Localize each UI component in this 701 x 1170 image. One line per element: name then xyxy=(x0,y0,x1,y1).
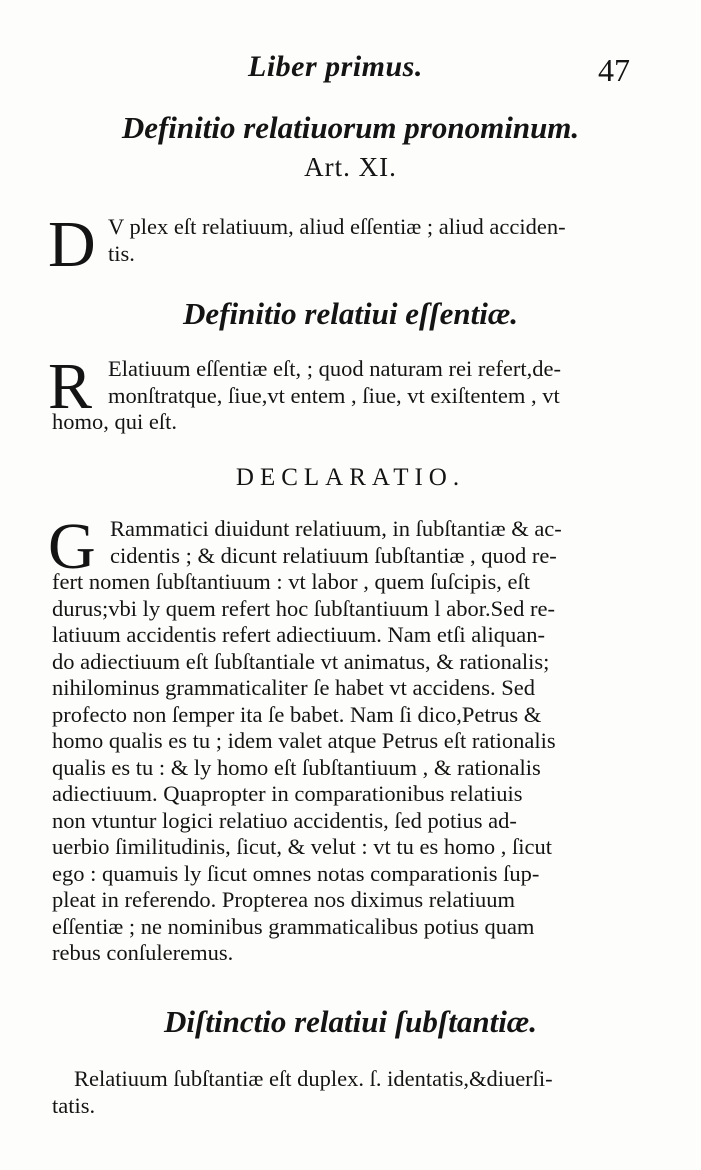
text-line: tatis. xyxy=(52,1092,96,1118)
text-line: fert nomen ſubſtantiuum : vt labor , quem ſuſcipis, eſt xyxy=(52,569,531,594)
section-title-definitio-relatiuorum: Definitio relatiuorum pronominum. xyxy=(121,110,580,145)
paragraph-1 xyxy=(48,208,652,281)
text-line: Relatiuum ſubſtantiæ eſt duplex. ſ. identatis,&diuerſi- xyxy=(74,1066,553,1091)
text-line: do adiectiuum eſt ſubſtantiale vt animatus, & rationalis; xyxy=(52,648,550,674)
text-line: non vtuntur logici relatiuo accidentis, ſed potius ad- xyxy=(52,807,517,833)
paragraph-declaratio xyxy=(48,510,652,967)
text-line: tis. xyxy=(108,240,135,266)
paragraph-distinctio xyxy=(52,1066,652,1119)
text-line: homo qualis es tu ; idem valet atque Petrus eſt rationalis xyxy=(52,728,556,753)
page-number: 47 xyxy=(598,52,630,88)
section-title-distinctio-relatiui: Diſtinctio relatiui ſubſtantiæ. xyxy=(164,1004,537,1039)
declaratio-heading: DECLARATIO. xyxy=(235,464,466,491)
text-line: qualis es tu : & ly homo eſt ſubſtantiuum , & rationalis xyxy=(52,754,541,780)
text-line: profecto non ſemper ita ſe babet. Nam ſi dico,Petrus & xyxy=(52,701,542,727)
text-line: latiuum accidentis refert adiectiuum. Nam etſi aliquan- xyxy=(52,622,545,647)
text-line: monſtratque, ſiue,vt entem , ſiue, vt exiſtentem , vt xyxy=(108,382,560,408)
text-line: V plex eſt relatiuum, aliud eſſentiæ ; aliud acciden- xyxy=(108,214,566,239)
section-title-definitio-relatiui-essentiae: Definitio relatiui eſſentiæ. xyxy=(183,296,518,331)
text-line: Rammatici diuidunt relatiuum, in ſubſtantiæ & ac- xyxy=(110,516,562,541)
text-line: Elatiuum eſſentiæ eſt, ; quod naturam rei refert,de- xyxy=(108,356,561,381)
text-line: eſſentiæ ; ne nominibus grammaticalibus potius quam xyxy=(52,913,535,939)
text-line: rebus conſuleremus. xyxy=(52,940,234,965)
text-line: ego : quamuis ly ſicut omnes notas comparationis ſup- xyxy=(52,860,540,886)
running-head xyxy=(0,50,701,90)
text-line: durus;vbi ly quem refert hoc ſubſtantiuum l abor.Sed re- xyxy=(52,595,556,621)
text-line: uerbio ſimilitudinis, ſicut, & velut : vt tu es homo , ſicut xyxy=(52,834,552,859)
dropcap-g: G xyxy=(48,510,96,583)
text-line: homo, qui eſt. xyxy=(52,409,177,434)
text-line: pleat in referendo. Propterea nos diximus relatiuum xyxy=(52,887,515,912)
text-line: nihilominus grammaticaliter ſe habet vt accidens. Sed xyxy=(52,675,535,700)
article-number: Art. XI. xyxy=(304,152,397,182)
dropcap-r: R xyxy=(48,350,93,423)
paragraph-2 xyxy=(48,350,652,436)
text-line: cidentis ; & dicunt relatiuum ſubſtantiæ , quod re- xyxy=(110,542,557,568)
text-line: adiectiuum. Quapropter in comparationibus relatiuis xyxy=(52,781,523,806)
running-title: Liber primus. xyxy=(248,50,423,83)
dropcap-d: D xyxy=(48,208,96,281)
